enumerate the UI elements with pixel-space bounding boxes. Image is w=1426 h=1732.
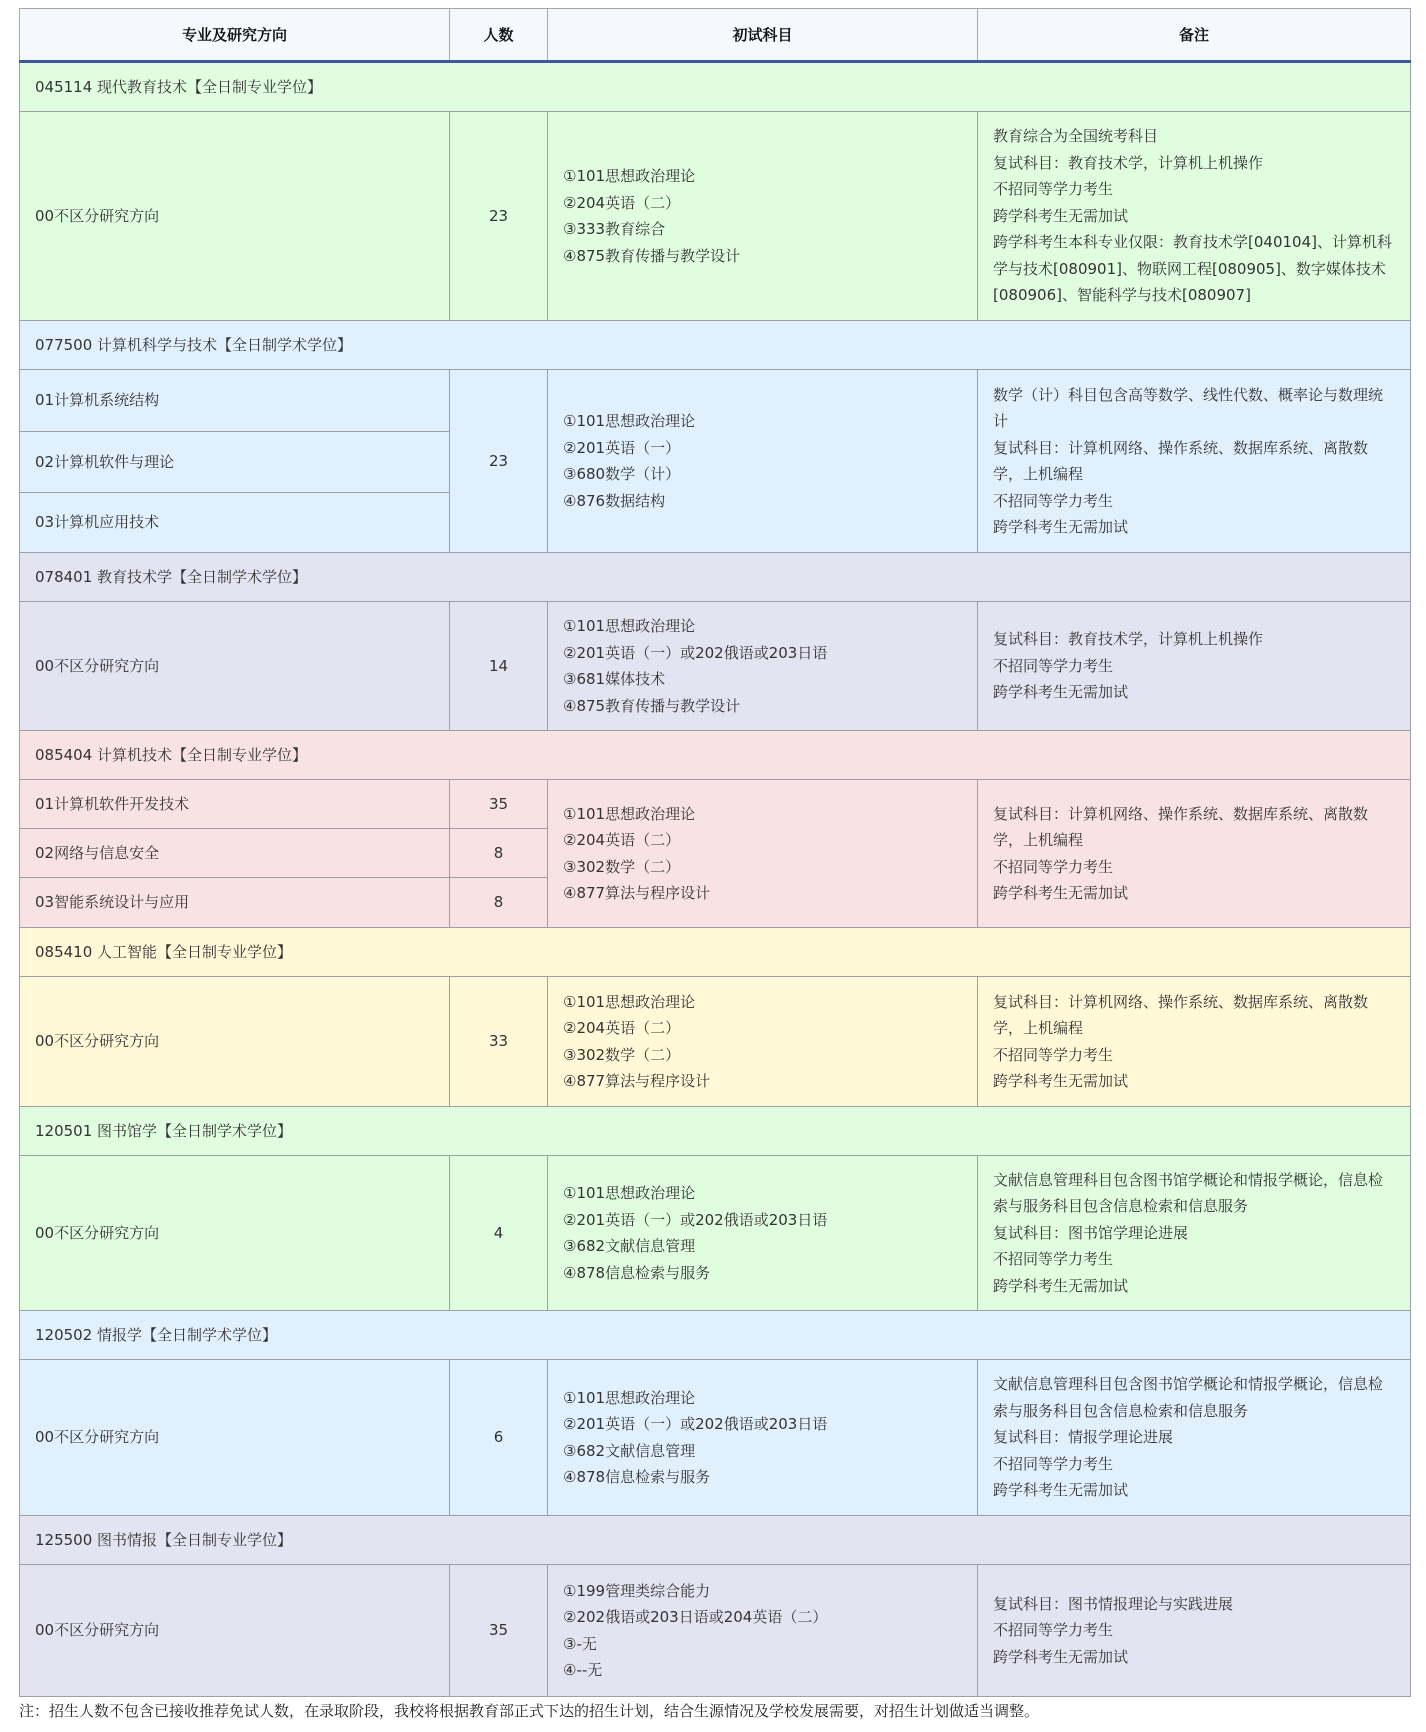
subject-item: ①199管理类综合能力 bbox=[563, 1581, 711, 1600]
remark-item: 不招同等学力考生 bbox=[993, 1045, 1114, 1064]
subject-item: ②201英语（一）或202俄语或203日语 bbox=[563, 1415, 828, 1433]
table-row bbox=[20, 780, 1411, 829]
count: 23 bbox=[450, 370, 548, 553]
group-title: 078401 教育技术学【全日制学术学位】 bbox=[20, 553, 1411, 602]
remark-item: 复试科目：计算机网络、操作系统、数据库系统、离散数学，上机编程 bbox=[993, 992, 1369, 1037]
header-remarks: 备注 bbox=[978, 9, 1411, 62]
subject-item: ④878信息检索与服务 bbox=[563, 1468, 711, 1486]
remark-item: 复试科目：图书馆学理论进展 bbox=[993, 1223, 1189, 1242]
exam-subjects bbox=[548, 1565, 978, 1697]
remark-item: 复试科目：计算机网络、操作系统、数据库系统、离散数学，上机编程 bbox=[993, 804, 1369, 849]
table-row bbox=[20, 370, 1411, 432]
table-row bbox=[20, 1360, 1411, 1516]
group-title: 120502 情报学【全日制学术学位】 bbox=[20, 1311, 1411, 1360]
remark-item: 跨学科考生无需加试 bbox=[993, 1072, 1129, 1090]
remarks bbox=[978, 370, 1411, 553]
subject-item: ③682文献信息管理 bbox=[563, 1441, 696, 1460]
remarks bbox=[978, 1360, 1411, 1516]
subject-item: ①101思想政治理论 bbox=[563, 804, 696, 823]
count: 6 bbox=[450, 1360, 548, 1516]
header-exam-subjects: 初试科目 bbox=[548, 9, 978, 62]
count: 8 bbox=[450, 878, 548, 928]
direction-name: 00不区分研究方向 bbox=[20, 602, 450, 731]
subject-item: ④875教育传播与教学设计 bbox=[563, 246, 741, 265]
remark-item: 不招同等学力考生 bbox=[993, 1621, 1114, 1640]
table-row bbox=[20, 112, 1411, 321]
group-title: 085410 人工智能【全日制专业学位】 bbox=[20, 928, 1411, 977]
remarks bbox=[978, 1565, 1411, 1697]
exam-subjects bbox=[548, 1360, 978, 1516]
group-title: 125500 图书情报【全日制专业学位】 bbox=[20, 1516, 1411, 1565]
group-row bbox=[20, 1107, 1411, 1156]
count: 4 bbox=[450, 1156, 548, 1311]
table-row bbox=[20, 1156, 1411, 1311]
header-count: 人数 bbox=[450, 9, 548, 62]
direction-name: 00不区分研究方向 bbox=[20, 977, 450, 1107]
remark-item: 跨学科考生无需加试 bbox=[993, 1276, 1129, 1295]
subject-item: ①101思想政治理论 bbox=[563, 992, 696, 1011]
exam-subjects bbox=[548, 112, 978, 321]
subject-item: ②201英语（一） bbox=[563, 438, 681, 457]
count: 35 bbox=[450, 780, 548, 829]
remark-item: 不招同等学力考生 bbox=[993, 180, 1114, 199]
group-row bbox=[20, 62, 1411, 112]
subject-item: ③302数学（二） bbox=[563, 857, 681, 876]
remark-item: 跨学科考生无需加试 bbox=[993, 1647, 1129, 1666]
direction-name: 00不区分研究方向 bbox=[20, 112, 450, 321]
subject-item: ③682文献信息管理 bbox=[563, 1237, 696, 1255]
remark-item: 复试科目：图书情报理论与实践进展 bbox=[993, 1594, 1234, 1613]
subject-item: ③680数学（计） bbox=[563, 465, 681, 483]
group-row bbox=[20, 731, 1411, 780]
group-title: 120501 图书馆学【全日制学术学位】 bbox=[20, 1107, 1411, 1156]
remark-item: 文献信息管理科目包含图书馆学概论和情报学概论，信息检索与服务科目包含信息检索和信息服务 bbox=[993, 1375, 1384, 1420]
subject-item: ③681媒体技术 bbox=[563, 670, 666, 688]
direction-name: 01计算机系统结构 bbox=[20, 370, 450, 432]
exam-subjects bbox=[548, 370, 978, 553]
header-major-direction: 专业及研究方向 bbox=[20, 9, 450, 62]
subject-item: ③302数学（二） bbox=[563, 1045, 681, 1064]
subject-item: ④875教育传播与教学设计 bbox=[563, 696, 741, 715]
subject-item: ④--无 bbox=[563, 1661, 603, 1679]
exam-subjects bbox=[548, 1156, 978, 1311]
exam-subjects bbox=[548, 977, 978, 1107]
remark-item: 教育综合为全国统考科目 bbox=[993, 127, 1159, 146]
subject-item: ④878信息检索与服务 bbox=[563, 1263, 711, 1282]
remark-item: 跨学科考生无需加试 bbox=[993, 206, 1129, 225]
direction-name: 00不区分研究方向 bbox=[20, 1156, 450, 1311]
direction-name: 02网络与信息安全 bbox=[20, 829, 450, 878]
remark-item: 不招同等学力考生 bbox=[993, 1454, 1114, 1473]
subject-item: ②202俄语或203日语或204英语（二） bbox=[563, 1608, 828, 1626]
remarks bbox=[978, 780, 1411, 928]
remark-item: 复试科目：情报学理论进展 bbox=[993, 1428, 1174, 1447]
remark-item: 不招同等学力考生 bbox=[993, 491, 1114, 510]
exam-subjects bbox=[548, 602, 978, 731]
direction-name: 03计算机应用技术 bbox=[20, 493, 450, 553]
group-row bbox=[20, 1311, 1411, 1360]
remarks bbox=[978, 977, 1411, 1107]
subject-item: ①101思想政治理论 bbox=[563, 412, 696, 430]
remarks bbox=[978, 112, 1411, 321]
subject-item: ②204英语（二） bbox=[563, 831, 681, 849]
subject-item: ①101思想政治理论 bbox=[563, 617, 696, 635]
table-row bbox=[20, 1565, 1411, 1697]
remarks bbox=[978, 602, 1411, 731]
group-row bbox=[20, 1516, 1411, 1565]
group-title: 085404 计算机技术【全日制专业学位】 bbox=[20, 731, 1411, 780]
subject-item: ④877算法与程序设计 bbox=[563, 884, 711, 902]
footnote: 注：招生人数不包含已接收推荐免试人数，在录取阶段，我校将根据教育部正式下达的招生计划，结合生源情况及学校发展需要，对招生计划做适当调整。 bbox=[19, 1702, 1040, 1720]
remark-item: 跨学科考生本科专业仅限：教育技术学[040104]、计算机科学与技术[080901]、物联网工程[080905]、数字媒体技术[080906]、智能科学与技术[080907] bbox=[993, 233, 1392, 305]
subject-item: ②204英语（二） bbox=[563, 193, 681, 212]
remark-item: 复试科目：教育技术学，计算机上机操作 bbox=[993, 153, 1264, 172]
group-row bbox=[20, 553, 1411, 602]
subject-item: ①101思想政治理论 bbox=[563, 1184, 696, 1202]
subject-item: ④877算法与程序设计 bbox=[563, 1072, 711, 1090]
direction-name: 03智能系统设计与应用 bbox=[20, 878, 450, 928]
subject-item: ③333教育综合 bbox=[563, 220, 666, 238]
remark-item: 数学（计）科目包含高等数学、线性代数、概率论与数理统计 bbox=[993, 385, 1384, 430]
remarks bbox=[978, 1156, 1411, 1311]
remark-item: 文献信息管理科目包含图书馆学概论和情报学概论，信息检索与服务科目包含信息检索和信息服务 bbox=[993, 1170, 1384, 1216]
subject-item: ①101思想政治理论 bbox=[563, 167, 696, 185]
remark-item: 不招同等学力考生 bbox=[993, 857, 1114, 876]
exam-subjects bbox=[548, 780, 978, 928]
remark-item: 复试科目：计算机网络、操作系统、数据库系统、离散数学，上机编程 bbox=[993, 438, 1369, 483]
table-row bbox=[20, 977, 1411, 1107]
group-title: 045114 现代教育技术【全日制专业学位】 bbox=[20, 62, 1411, 112]
subject-item: ②204英语（二） bbox=[563, 1019, 681, 1037]
remark-item: 跨学科考生无需加试 bbox=[993, 518, 1129, 536]
group-row bbox=[20, 321, 1411, 370]
remark-item: 不招同等学力考生 bbox=[993, 656, 1114, 675]
enrollment-plan-table bbox=[19, 8, 1411, 1697]
table-row bbox=[20, 602, 1411, 731]
count: 33 bbox=[450, 977, 548, 1107]
subject-item: ①101思想政治理论 bbox=[563, 1388, 696, 1407]
remark-item: 跨学科考生无需加试 bbox=[993, 683, 1129, 702]
count: 23 bbox=[450, 112, 548, 321]
subject-item: ③-无 bbox=[563, 1634, 597, 1653]
direction-name: 02计算机软件与理论 bbox=[20, 432, 450, 493]
subject-item: ②201英语（一）或202俄语或203日语 bbox=[563, 1210, 828, 1229]
table-header-row bbox=[20, 9, 1411, 62]
group-title: 077500 计算机科学与技术【全日制学术学位】 bbox=[20, 321, 1411, 370]
remark-item: 不招同等学力考生 bbox=[993, 1250, 1114, 1269]
subject-item: ②201英语（一）或202俄语或203日语 bbox=[563, 643, 828, 662]
direction-name: 00不区分研究方向 bbox=[20, 1360, 450, 1516]
count: 14 bbox=[450, 602, 548, 731]
count: 35 bbox=[450, 1565, 548, 1697]
group-row bbox=[20, 928, 1411, 977]
remark-item: 跨学科考生无需加试 bbox=[993, 1481, 1129, 1500]
direction-name: 01计算机软件开发技术 bbox=[20, 780, 450, 829]
count: 8 bbox=[450, 829, 548, 878]
remark-item: 跨学科考生无需加试 bbox=[993, 884, 1129, 902]
direction-name: 00不区分研究方向 bbox=[20, 1565, 450, 1697]
subject-item: ④876数据结构 bbox=[563, 491, 666, 510]
remark-item: 复试科目：教育技术学，计算机上机操作 bbox=[993, 630, 1264, 649]
